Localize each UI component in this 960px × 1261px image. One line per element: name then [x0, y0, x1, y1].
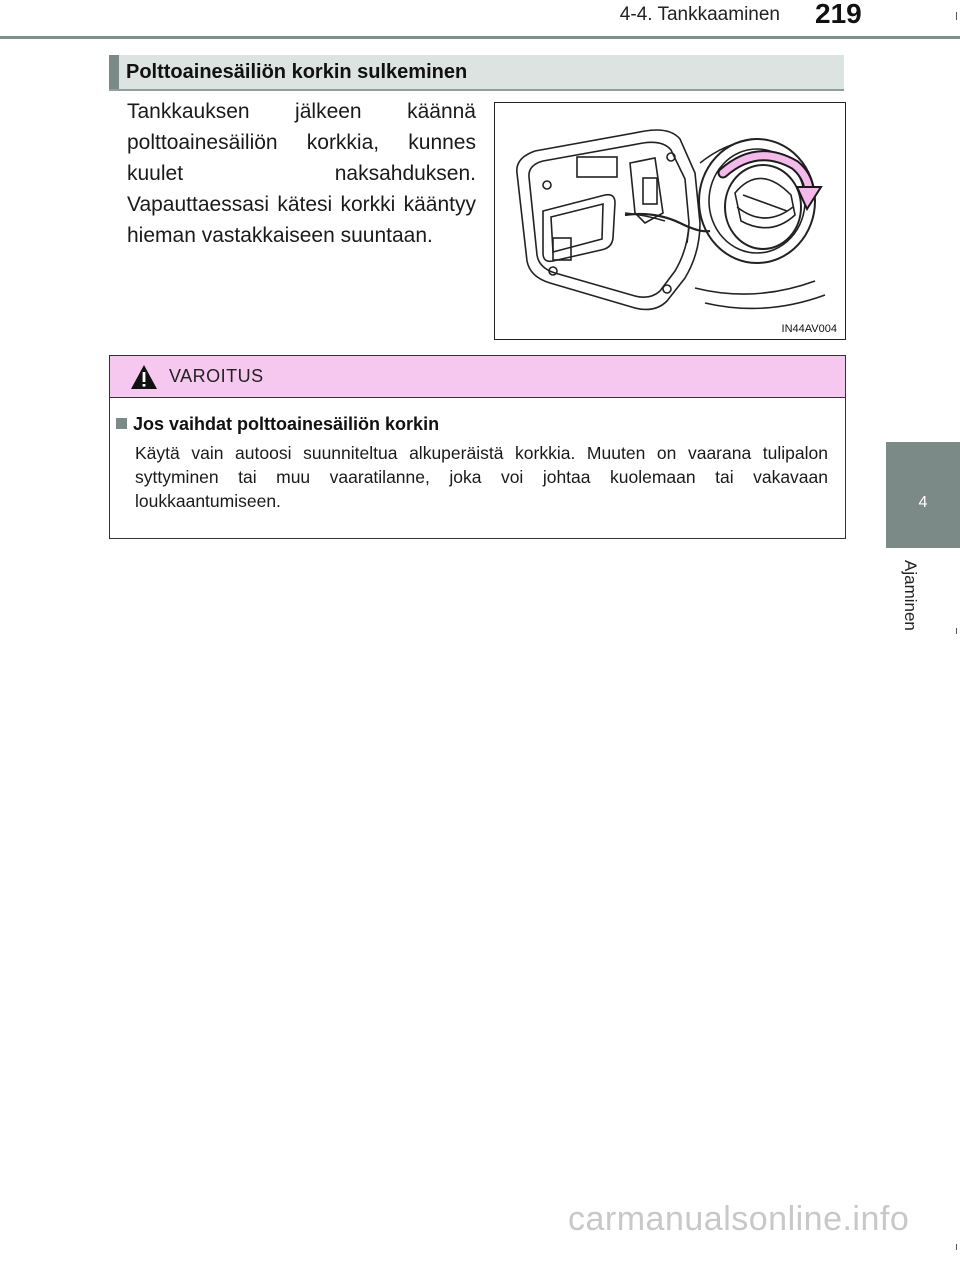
crop-mark	[956, 12, 957, 20]
warning-text: Käytä vain autoosi suunniteltua alkuperäistä korkkia. Muuten on vaarana tulipalon syttyminen tai muu vaaratilanne, joka voi johtaa kuolemaan tai vakavaan loukkaantumiseen.	[135, 443, 828, 511]
warning-box	[109, 355, 846, 539]
fuel-cap-illustration	[494, 102, 846, 340]
figure-code: IN44AV004	[781, 323, 837, 335]
section-title: Polttoainesäiliön korkin sulkeminen	[126, 61, 468, 83]
warning-subheading-text: Jos vaihdat polttoainesäiliön korkin	[133, 414, 440, 434]
bullet-square-icon	[116, 418, 127, 429]
page-number: 219	[815, 0, 862, 29]
watermark: carmanualsonline.info	[568, 1200, 910, 1238]
warning-title: VAROITUS	[169, 366, 264, 386]
warning-subheading	[116, 414, 439, 435]
chapter-number: 4	[918, 494, 928, 511]
header-rule	[0, 36, 960, 39]
instruction-paragraph: Tankkauksen jälkeen käännä polttoainesäiliön korkkia, kunnes kuulet naksahduksen. Vapauttaessasi kätesi korkki kääntyy hieman vastakkaiseen suuntaan.	[127, 100, 476, 247]
chapter-label: Ajaminen	[901, 560, 920, 631]
section-heading-bar	[109, 55, 844, 91]
crop-mark	[956, 628, 957, 634]
warning-icon	[130, 364, 158, 390]
running-header: 4-4. Tankkaaminen	[619, 4, 780, 25]
chapter-tab	[886, 442, 960, 548]
crop-mark	[956, 1244, 957, 1250]
warning-header	[110, 356, 845, 398]
fuel-door-drawing	[495, 103, 845, 339]
section-accent	[109, 55, 119, 89]
